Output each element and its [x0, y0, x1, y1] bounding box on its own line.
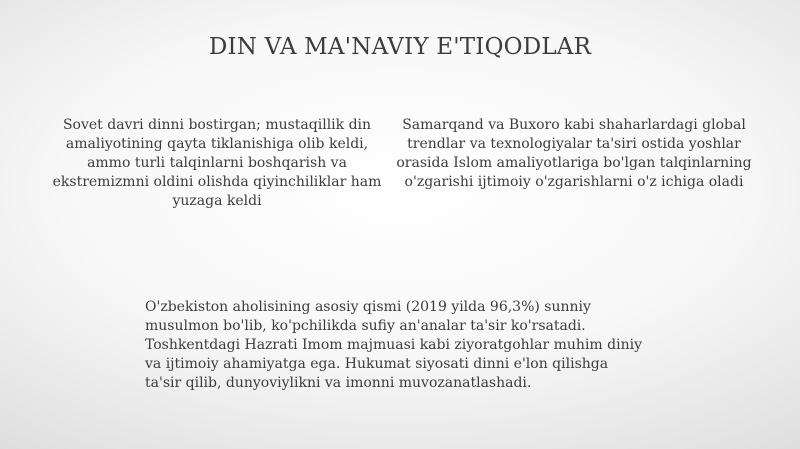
bottom-text-block: O'zbekiston aholisining asosiy qismi (2019 yilda 96,3%) sunniy musulmon bo'lib, ko'pchilikda sufiy an'analar ta'sir ko'rsatadi. Toshkentdagi Hazrati Imom majmuasi kabi ziyoratgohlar muhim diniy va ijtimoiy ahamiyatga ega. Hukumat siyosati dinni e'lon qilishga ta'sir qilib, dunyoviylikni va imonni muvozanatlashadi. [145, 299, 642, 391]
slide-title: DIN VA MA'NAVIY E'TIQODLAR [208, 34, 592, 60]
left-text-block: Sovet davri dinni bostirgan; mustaqillik din amaliyotining qayta tiklanishiga olib keldi, ammo turli talqinlarni boshqarish va ekstremizmni oldini olishda qiyinchiliklar ham yuzaga keldi [52, 117, 382, 209]
right-text-block: Samarqand va Buxoro kabi shaharlardagi global trendlar va texnologiyalar ta'siri ostida yoshlar orasida Islom amaliyotlariga bo'lgan talqinlarning o'zgarishi ijtimoiy o'zgarishlarni o'z ichiga oladi [396, 117, 752, 190]
